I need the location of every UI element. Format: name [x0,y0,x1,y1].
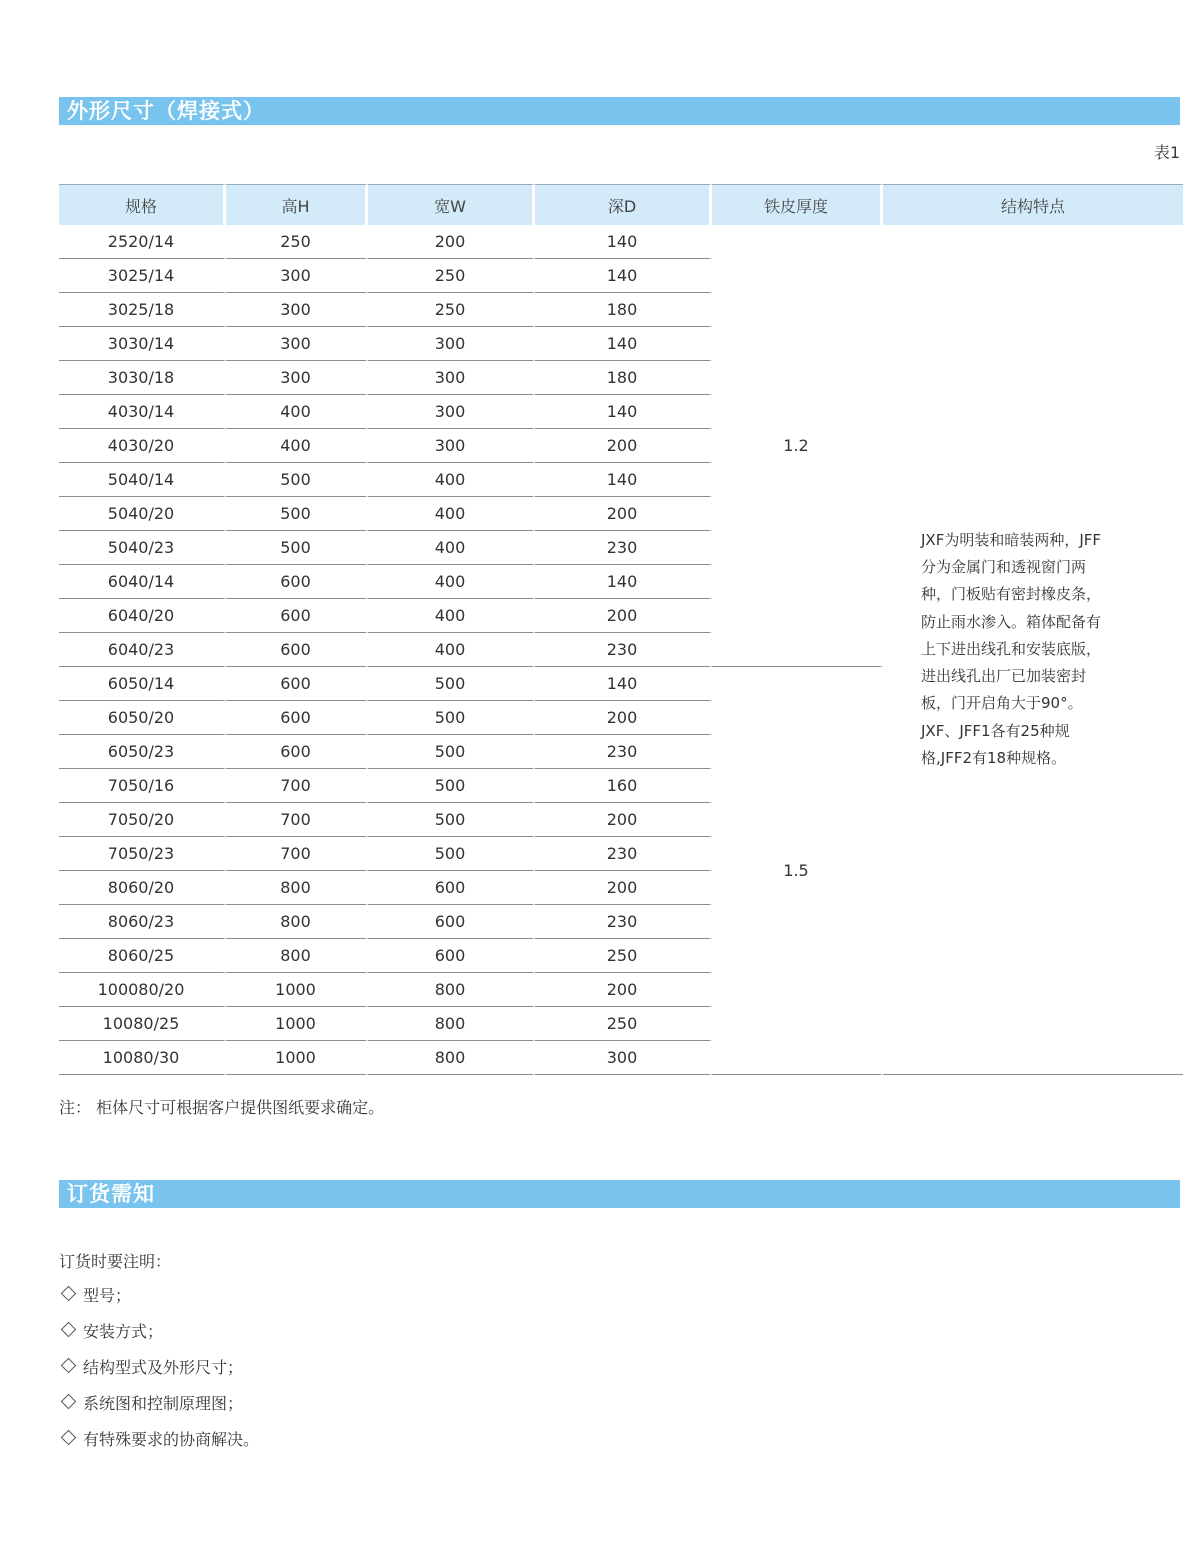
cell-width: 500 [368,769,535,803]
cell-depth: 250 [535,1007,712,1041]
cell-spec: 8060/20 [59,871,226,905]
cell-spec: 3030/14 [59,327,226,361]
cell-depth: 230 [535,633,712,667]
cell-thickness: 1.2 [712,225,883,667]
cell-spec: 4030/14 [59,395,226,429]
cell-width: 800 [368,973,535,1007]
cell-spec: 7050/20 [59,803,226,837]
cell-width: 500 [368,701,535,735]
cell-height: 800 [226,905,368,939]
cell-spec: 3025/18 [59,293,226,327]
cell-height: 300 [226,259,368,293]
cell-spec: 8060/23 [59,905,226,939]
cell-width: 300 [368,395,535,429]
cell-depth: 200 [535,871,712,905]
column-header-spec: 规格 [59,184,226,225]
cell-spec: 3025/14 [59,259,226,293]
diamond-bullet-icon [61,1394,77,1410]
cell-depth: 140 [535,259,712,293]
cell-spec: 7050/23 [59,837,226,871]
cell-depth: 200 [535,701,712,735]
cell-height: 700 [226,803,368,837]
cell-spec: 6050/14 [59,667,226,701]
cell-width: 500 [368,837,535,871]
cell-width: 400 [368,463,535,497]
cell-thickness: 1.5 [712,667,883,1075]
cell-width: 300 [368,327,535,361]
section-title: 外形尺寸（焊接式） [67,99,265,123]
list-item [59,1393,259,1429]
cell-depth: 300 [535,1041,712,1075]
cell-width: 800 [368,1041,535,1075]
cell-spec: 10080/25 [59,1007,226,1041]
cell-width: 500 [368,803,535,837]
diamond-bullet-icon [61,1286,77,1302]
cell-depth: 230 [535,905,712,939]
list-item [59,1285,259,1321]
section-banner-ordering [59,1180,1180,1208]
cell-height: 800 [226,871,368,905]
table-label: 表1 [1153,143,1180,162]
ordering-list [59,1285,259,1465]
cell-spec: 6040/20 [59,599,226,633]
cell-height: 300 [226,293,368,327]
table-note: 注： 柜体尺寸可根据客户提供图纸要求确定。 [59,1098,385,1117]
cell-width: 250 [368,293,535,327]
cell-depth: 140 [535,395,712,429]
cell-spec: 3030/18 [59,361,226,395]
cell-spec: 5040/14 [59,463,226,497]
cell-depth: 200 [535,973,712,1007]
cell-height: 600 [226,599,368,633]
cell-height: 500 [226,497,368,531]
cell-height: 300 [226,361,368,395]
cell-depth: 230 [535,837,712,871]
cell-width: 600 [368,871,535,905]
cell-depth: 250 [535,939,712,973]
cell-height: 500 [226,531,368,565]
cell-spec: 6040/23 [59,633,226,667]
cell-height: 400 [226,395,368,429]
list-item [59,1429,259,1465]
cell-depth: 180 [535,361,712,395]
list-item-text: 结构型式及外形尺寸； [83,1358,244,1377]
cell-height: 600 [226,633,368,667]
cell-height: 600 [226,735,368,769]
cell-height: 700 [226,837,368,871]
column-header-thickness: 铁皮厚度 [712,184,883,225]
column-header-features: 结构特点 [883,184,1183,225]
cell-height: 700 [226,769,368,803]
cell-width: 300 [368,361,535,395]
cell-spec: 100080/20 [59,973,226,1007]
diamond-bullet-icon [61,1430,77,1446]
dimension-table [59,184,1183,1075]
cell-depth: 200 [535,803,712,837]
cell-spec: 5040/20 [59,497,226,531]
cell-depth: 140 [535,463,712,497]
cell-width: 200 [368,225,535,259]
cell-depth: 140 [535,327,712,361]
cell-width: 800 [368,1007,535,1041]
cell-spec: 5040/23 [59,531,226,565]
cell-spec: 4030/20 [59,429,226,463]
cell-width: 400 [368,531,535,565]
cell-spec: 10080/30 [59,1041,226,1075]
cell-width: 400 [368,497,535,531]
cell-width: 500 [368,735,535,769]
cell-height: 1000 [226,973,368,1007]
cell-spec: 6040/14 [59,565,226,599]
column-header-depth: 深D [535,184,712,225]
cell-depth: 230 [535,735,712,769]
cell-height: 1000 [226,1041,368,1075]
cell-features: JXF为明装和暗装两种，JFF分为金属门和透视窗门两种，门板贴有密封橡皮条，防止雨水渗入。箱体配备有上下进出线孔和安装底版，进出线孔出厂已加装密封板，门开启角大于90°。JXF、JFF1各有25种规格,JFF2有18种规格。 [883,225,1183,1075]
cell-depth: 160 [535,769,712,803]
cell-depth: 180 [535,293,712,327]
cell-depth: 140 [535,565,712,599]
cell-height: 600 [226,701,368,735]
cell-spec: 7050/16 [59,769,226,803]
cell-height: 500 [226,463,368,497]
cell-height: 800 [226,939,368,973]
ordering-intro: 订货时要注明： [59,1252,172,1271]
table-header-row [59,184,1183,225]
cell-depth: 140 [535,225,712,259]
cell-depth: 200 [535,599,712,633]
cell-width: 600 [368,905,535,939]
list-item-text: 系统图和控制原理图； [83,1394,244,1413]
column-header-height: 高H [226,184,368,225]
column-header-width: 宽W [368,184,535,225]
cell-width: 400 [368,633,535,667]
cell-height: 600 [226,565,368,599]
list-item [59,1357,259,1393]
cell-spec: 2520/14 [59,225,226,259]
list-item [59,1321,259,1357]
diamond-bullet-icon [61,1322,77,1338]
cell-depth: 200 [535,497,712,531]
table-row [59,225,1183,259]
cell-height: 1000 [226,1007,368,1041]
cell-height: 400 [226,429,368,463]
cell-width: 400 [368,565,535,599]
cell-width: 300 [368,429,535,463]
cell-height: 250 [226,225,368,259]
section-banner-dimensions [59,97,1180,125]
cell-depth: 140 [535,667,712,701]
cell-height: 600 [226,667,368,701]
cell-width: 500 [368,667,535,701]
section-title: 订货需知 [67,1182,155,1206]
cell-width: 400 [368,599,535,633]
list-item-text: 有特殊要求的协商解决。 [83,1430,260,1449]
list-item-text: 型号； [83,1286,132,1305]
cell-spec: 6050/23 [59,735,226,769]
diamond-bullet-icon [61,1358,77,1374]
cell-spec: 6050/20 [59,701,226,735]
cell-width: 600 [368,939,535,973]
cell-height: 300 [226,327,368,361]
cell-depth: 200 [535,429,712,463]
cell-spec: 8060/25 [59,939,226,973]
cell-width: 250 [368,259,535,293]
list-item-text: 安装方式； [83,1322,164,1341]
cell-depth: 230 [535,531,712,565]
